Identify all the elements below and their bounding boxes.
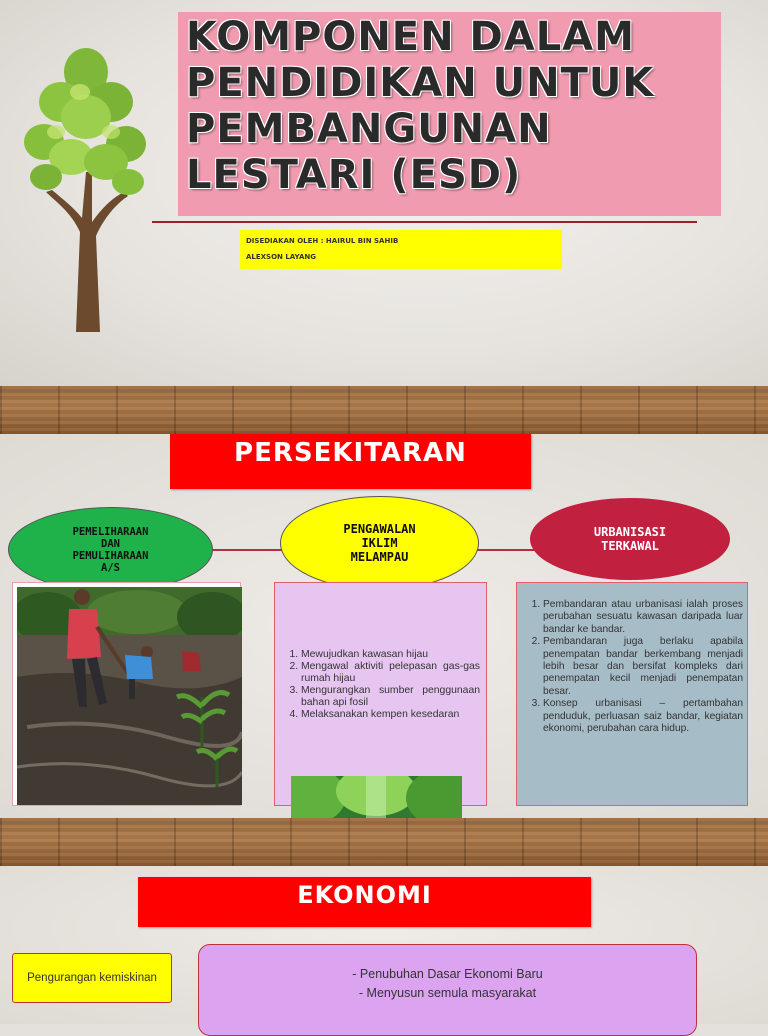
list-item: 2. Pembandaran juga berlaku apabila penempatan bandar berkembang menjadi lebih besar dan bersifat kompleks dari penempatan kecil menjadi penempatan besar. [543,636,743,698]
list-item: 3. Mengurangkan sumber penggunaan bahan api fosil [301,685,480,709]
tree-illustration [16,32,156,336]
page-title [186,14,716,198]
title-line: LESTARI (ESD) [186,152,522,198]
wood-divider [0,818,768,866]
oval-pemeliharaan [8,507,213,592]
list-item: - Penubuhan Dasar Ekonomi Baru [352,967,543,981]
oval-urbanisasi [530,498,730,580]
list-item: 1. Pembandaran atau urbanisasi ialah proses perubahan sesuatu kawasan daripada luar bandar ke bandar. [543,599,743,636]
oval-label: URBANISASI TERKAWAL [593,525,667,553]
list-box-urbanisasi [516,582,748,806]
title-line: PENDIDIKAN UNTUK [186,60,655,106]
author-box [240,230,562,269]
oval-pengawalan-iklim [280,496,479,590]
oval-label: PEMELIHARAAN DAN PEMULIHARAAN A/S [72,525,149,574]
connector-line [210,549,284,551]
author-line-1: DISEDIAKAN OLEH : HAIRUL BIN SAHIB [246,237,399,245]
list-item: 3. Konsep urbanisasi – pertambahan penduduk, perluasan saiz bandar, kegiatan ekonomi, perubahan cara hidup. [543,698,743,735]
title-line: KOMPONEN DALAM [186,14,635,60]
box-pengurangan-kemiskinan [12,953,172,1003]
wood-divider [0,386,768,434]
list-item: - Menyusun semula masyarakat [358,986,537,1000]
title-divider [152,221,697,223]
section-banner-ekonomi: EKONOMI [138,877,591,927]
title-line: PEMBANGUNAN [186,106,552,152]
list-item: 4. Melaksanakan kempen kesedaran [301,709,480,721]
mangrove-planting-photo [17,587,242,805]
list-item: 2. Mengawal aktiviti pelepasan gas-gas rumah hijau [301,661,480,685]
section-banner-persekitaran: PERSEKITARAN [170,434,531,489]
box-label: Pengurangan kemiskinan [27,972,157,984]
connector-line [476,549,534,551]
box-dasar-ekonomi [198,944,697,1036]
author-line-2: ALEXSON LAYANG [246,253,316,261]
list-box-iklim [274,582,487,806]
oval-label: PENGAWALAN IKLIM MELAMPAU [343,522,416,564]
list-item: 1. Mewujudkan kawasan hijau [301,649,480,661]
